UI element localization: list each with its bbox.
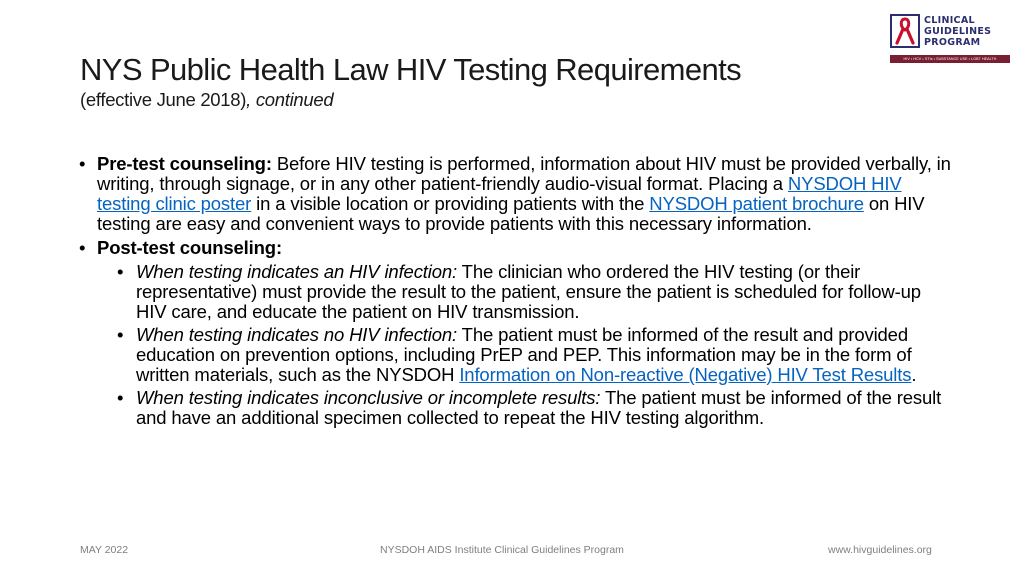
logo-line: GUIDELINES [924,26,992,37]
bullet-list [76,154,956,428]
bullet-dot-icon: • [117,261,124,282]
clinic-poster-link[interactable]: NYSDOH HIV testing clinic poster [97,173,902,214]
logo-frame [890,14,920,48]
posttest-item-lead: When testing indicates an HIV infection: [136,261,458,282]
page-subtitle [80,89,890,111]
red-ribbon-icon [892,16,918,46]
page-title: NYS Public Health Law HIV Testing Requirements [80,52,742,87]
posttest-item-inconclusive [76,388,956,428]
posttest-item-tail: . [911,364,917,385]
posttest-item-hiv-infection [76,262,956,322]
posttest-item-lead: When testing indicates inconclusive or incomplete results: [136,387,601,408]
bullet-dot-icon: • [117,324,124,345]
pretest-text: in a visible location or providing patients with the [251,193,650,214]
logo-line: CLINICAL [924,15,975,26]
posttest-item-text: The patient must be informed of the result and have an additional specimen collected to repeat the HIV testing algorithm. [136,387,942,428]
bullet-pretest-counseling [76,154,956,234]
logo-line: PROGRAM [924,37,981,48]
logo-tagline: HIV • HCV • STIs • SUBSTANCE USE • LGBT HEALTH [890,55,1010,63]
bullet-posttest-counseling [76,238,956,428]
pretest-text: on HIV testing are easy and convenient ways to provide patients with this necessary information. [97,193,925,234]
bullet-dot-icon: • [79,237,86,258]
bullet-dot-icon: • [117,387,124,408]
content-body [76,154,956,432]
subtitle-effective-date: (effective June 2018) [80,89,247,110]
posttest-item-text: The patient must be informed of the result and provided education on prevention options, including PrEP and PEP. This information may be in the form of written materials, such as the NYSDOH [136,324,912,385]
posttest-sublist [97,262,956,428]
footer-org: NYSDOH AIDS Institute Clinical Guidelines Program [380,544,624,556]
posttest-item-text: The clinician who ordered the HIV testing (or their representative) must provide the result to the patient, ensure the patient is scheduled for follow-up HIV care, and educate the patient on HIV transmission. [136,261,921,322]
clinical-guidelines-logo [890,14,1014,64]
patient-brochure-link[interactable]: NYSDOH patient brochure [649,193,864,214]
footer-date: MAY 2022 [80,544,129,556]
subtitle-continued: , continued [246,89,334,110]
bullet-dot-icon: • [79,153,86,174]
title-block [80,52,890,111]
footer-url: www.hivguidelines.org [828,544,932,556]
pretest-label: Pre-test counseling: [97,153,272,174]
posttest-label: Post-test counseling: [97,237,282,258]
pretest-text: Before HIV testing is performed, information about HIV must be provided verbally, in writing, through signage, or in any other patient-friendly audio-visual format. Placing a [97,153,951,194]
posttest-item-lead: When testing indicates no HIV infection: [136,324,458,345]
posttest-item-no-hiv-infection [76,325,956,385]
non-reactive-results-link[interactable]: Information on Non-reactive (Negative) HIV Test Results [459,364,912,385]
logo-wordmark [924,15,991,48]
